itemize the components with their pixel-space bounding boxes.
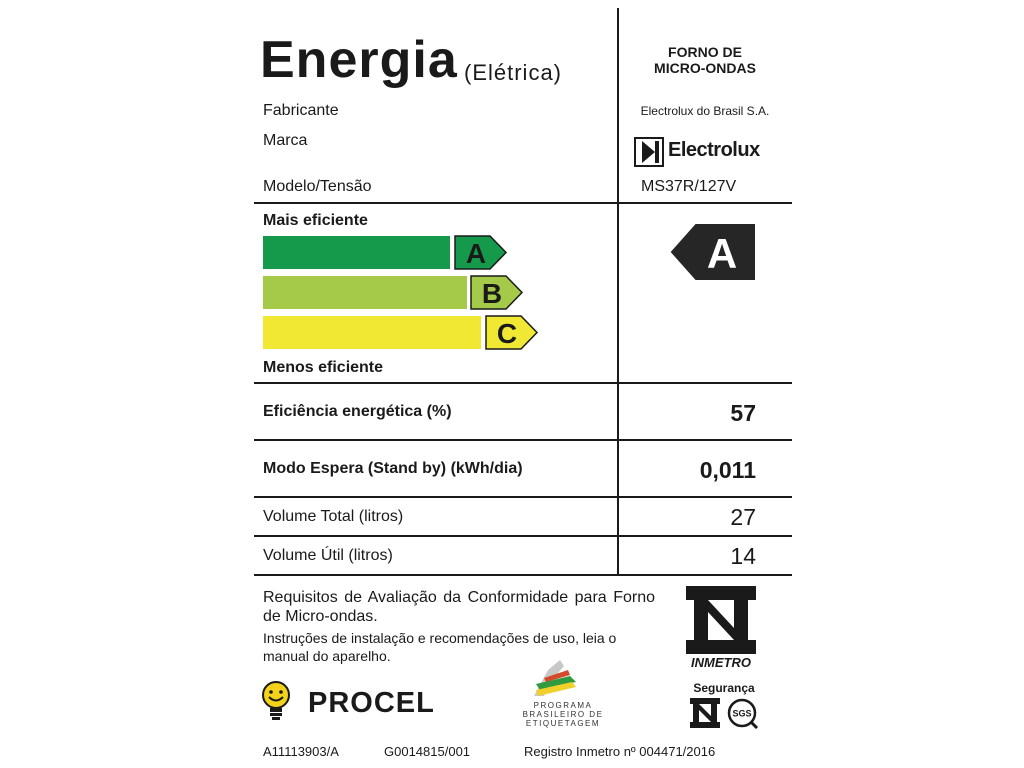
sgs-icon	[726, 697, 760, 729]
instrucoes-text: Instruções de instalação e recomendações de uso, leia o manual do aparelho.	[263, 630, 617, 664]
marca-value: Electrolux	[668, 139, 760, 161]
brand-logo	[634, 137, 764, 167]
column-divider	[617, 8, 619, 576]
divider-eficiencia	[254, 439, 792, 441]
rating-letter: A	[706, 230, 738, 277]
scale-bar-c	[263, 316, 481, 349]
procel-logo: PROCEL	[308, 687, 435, 719]
marca-label: Marca	[263, 132, 308, 149]
eficiencia-label: Eficiência energética (%)	[263, 403, 452, 420]
scale-bar-a	[263, 236, 450, 269]
inmetro-label: INMETRO	[691, 655, 751, 670]
divider-header	[254, 202, 792, 204]
modelo-value: MS37R/127V	[641, 178, 737, 195]
scale-letter-b: B	[481, 278, 503, 309]
procel-bulb-icon	[258, 680, 294, 722]
rating-indicator	[670, 223, 756, 281]
vol-util-value: 14	[730, 543, 756, 569]
product-type: FORNO DE MICRO-ONDAS	[654, 44, 756, 77]
fabricante-value: Electrolux do Brasil S.A.	[640, 104, 770, 118]
standby-value: 0,011	[699, 457, 756, 483]
divider-vol-total	[254, 535, 792, 537]
vol-util-label: Volume Útil (litros)	[263, 547, 393, 564]
pbe-logo-icon	[530, 656, 580, 700]
scale-arrow-c	[485, 315, 541, 350]
vol-total-value: 27	[730, 504, 756, 530]
scale-letter-a: A	[465, 238, 487, 269]
scale-bar-b	[263, 276, 467, 309]
scale-letter-c: C	[496, 318, 518, 349]
label-title: Energia	[260, 31, 458, 89]
requisitos-text: Requisitos de Avaliação da Conformidade para Forno de Micro-ondas.	[263, 589, 655, 626]
inmetro-icon	[686, 586, 756, 654]
divider-vol-util	[254, 574, 792, 576]
seguranca-inmetro-icon	[690, 698, 720, 728]
vol-total-label: Volume Total (litros)	[263, 508, 404, 525]
electrolux-icon	[634, 137, 664, 167]
pbe-logo-text: PROGRAMA BRASILEIRO DE ETIQUETAGEM	[522, 701, 604, 728]
fabricante-label: Fabricante	[263, 102, 339, 119]
sgs-text: SGS	[732, 708, 752, 719]
scale-arrow-a	[454, 235, 510, 270]
standby-label: Modo Espera (Stand by) (kWh/dia)	[263, 460, 523, 477]
scale-arrow-b	[470, 275, 526, 310]
menos-eficiente-label: Menos eficiente	[263, 359, 384, 376]
divider-standby	[254, 496, 792, 498]
footer-registro: Registro Inmetro nº 004471/2016	[524, 744, 716, 759]
label-subtitle: (Elétrica)	[464, 60, 563, 85]
footer-code-2: G0014815/001	[384, 744, 471, 759]
eficiencia-value: 57	[730, 400, 756, 426]
footer-code-1: A11113903/A	[263, 744, 339, 759]
modelo-label: Modelo/Tensão	[263, 178, 372, 195]
divider-scale	[254, 382, 792, 384]
seguranca-label: Segurança	[693, 681, 755, 695]
mais-eficiente-label: Mais eficiente	[263, 212, 368, 229]
